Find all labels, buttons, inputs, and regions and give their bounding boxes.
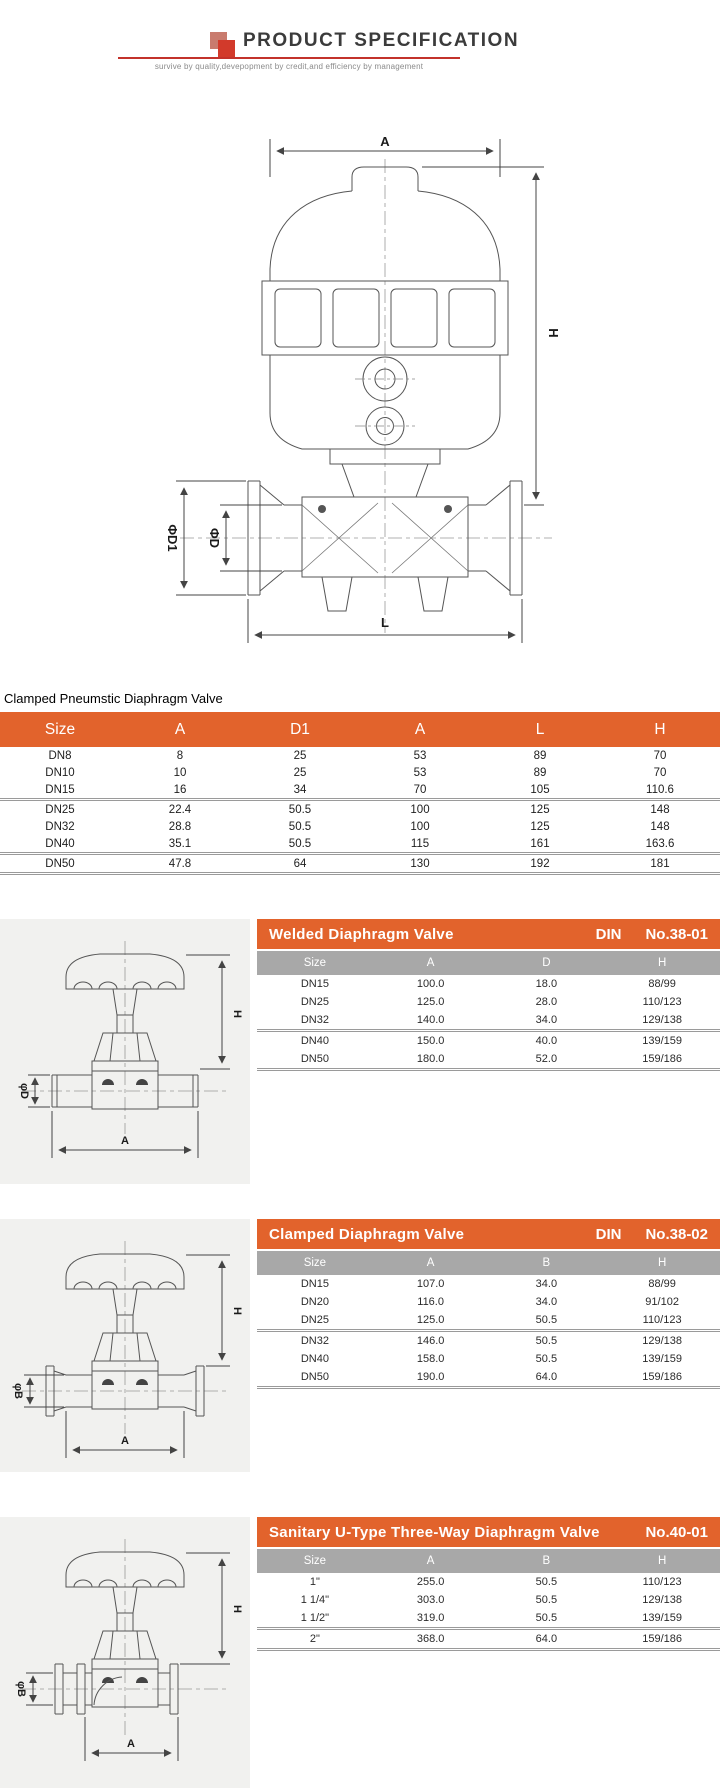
table-row bbox=[257, 1050, 720, 1070]
table-cell: 50.5 bbox=[535, 1576, 558, 1588]
table-cell: 150.0 bbox=[416, 1035, 445, 1047]
table-cell: DN50 bbox=[45, 857, 75, 870]
table-cell: 50.5 bbox=[288, 803, 312, 816]
dimension-lines bbox=[165, 134, 561, 643]
section-number: No.38-02 bbox=[645, 1225, 708, 1243]
table-cell: 139/159 bbox=[642, 1035, 682, 1047]
section-title-bar bbox=[257, 1517, 720, 1547]
table-cell: DN15 bbox=[300, 1278, 329, 1290]
table-cell: 50.5 bbox=[535, 1335, 558, 1347]
dim-label-d: ΦD bbox=[207, 527, 222, 549]
section-clamped-diaphragm-valve bbox=[0, 1219, 720, 1472]
column-header: D bbox=[489, 951, 605, 975]
table-cell: 163.6 bbox=[645, 837, 675, 850]
table-cell: 50.5 bbox=[288, 820, 312, 833]
table-row bbox=[257, 1311, 720, 1331]
clamped-valve-drawing bbox=[0, 1219, 250, 1472]
table-row bbox=[257, 1629, 720, 1650]
table-cell: DN25 bbox=[300, 1314, 329, 1326]
table-cell: 64 bbox=[293, 857, 307, 870]
table-cell: 25 bbox=[293, 749, 307, 762]
table-cell: DN32 bbox=[300, 1014, 329, 1026]
main-table-caption: Clamped Pneumstic Diaphragm Valve bbox=[4, 691, 223, 706]
utype-valve-drawing bbox=[0, 1517, 250, 1788]
column-header: A bbox=[360, 712, 480, 747]
table-row bbox=[257, 1573, 720, 1591]
table-cell: 110/123 bbox=[642, 1576, 682, 1588]
section-standard: DIN bbox=[595, 1225, 622, 1243]
table-row bbox=[0, 781, 720, 800]
table-row bbox=[257, 1368, 720, 1388]
table-cell: DN8 bbox=[48, 749, 72, 762]
welded-valve-drawing bbox=[0, 919, 250, 1184]
table-cell: 50.5 bbox=[535, 1353, 558, 1365]
table-cell: 146.0 bbox=[416, 1335, 445, 1347]
table-cell: 148 bbox=[650, 820, 670, 833]
table-cell: 1 1/4" bbox=[300, 1594, 330, 1606]
table-row bbox=[257, 1331, 720, 1351]
section-number: No.40-01 bbox=[645, 1523, 708, 1541]
table-cell: 125 bbox=[530, 803, 550, 816]
section-title-bar bbox=[257, 1219, 720, 1249]
dim-label-height: H bbox=[231, 1605, 243, 1613]
table-cell: 22.4 bbox=[168, 803, 192, 816]
table-cell: 53 bbox=[413, 749, 427, 762]
table-row bbox=[0, 818, 720, 835]
table-cell: 25 bbox=[293, 766, 307, 779]
table-cell: 139/159 bbox=[642, 1353, 682, 1365]
dimension-lines bbox=[18, 955, 243, 1158]
table-row bbox=[257, 1031, 720, 1051]
dim-label-width: A bbox=[121, 1435, 129, 1447]
table-cell: 159/186 bbox=[642, 1371, 682, 1383]
section-welded-diaphragm-valve bbox=[0, 919, 720, 1184]
column-header: A bbox=[120, 712, 240, 747]
table-cell: DN10 bbox=[45, 766, 75, 779]
table-cell: 40.0 bbox=[535, 1035, 558, 1047]
table-cell: 116.0 bbox=[417, 1296, 444, 1308]
table-cell: 319.0 bbox=[416, 1612, 445, 1624]
table-cell: 130 bbox=[410, 857, 430, 870]
table-header-row bbox=[257, 951, 720, 975]
column-header: Size bbox=[257, 1549, 373, 1573]
main-technical-drawing bbox=[0, 113, 720, 683]
table-cell: 100 bbox=[410, 803, 430, 816]
column-header: H bbox=[604, 1549, 720, 1573]
dim-label-diameter: φB bbox=[12, 1383, 24, 1399]
column-header: A bbox=[373, 951, 489, 975]
table-cell: 88/99 bbox=[648, 1278, 676, 1290]
table-cell: 64.0 bbox=[535, 1371, 558, 1383]
table-cell: 303.0 bbox=[416, 1594, 445, 1606]
table-row bbox=[257, 1293, 720, 1311]
section-number: No.38-01 bbox=[645, 925, 708, 943]
column-header: B bbox=[489, 1251, 605, 1275]
table-cell: 34.0 bbox=[535, 1296, 558, 1308]
utype-valve-dimension-table bbox=[257, 1549, 720, 1651]
header-divider bbox=[118, 57, 460, 59]
table-header-row bbox=[257, 1549, 720, 1573]
table-cell: 368.0 bbox=[416, 1633, 445, 1645]
column-header: H bbox=[604, 1251, 720, 1275]
table-row bbox=[257, 1350, 720, 1368]
welded-valve-dimension-table bbox=[257, 951, 720, 1071]
table-cell: 91/102 bbox=[645, 1296, 679, 1308]
table-cell: 125.0 bbox=[416, 996, 445, 1008]
table-cell: 159/186 bbox=[642, 1633, 682, 1645]
table-row bbox=[257, 1011, 720, 1031]
dim-label-diameter: φB bbox=[15, 1681, 27, 1697]
table-cell: 53 bbox=[413, 766, 427, 779]
table-cell: DN40 bbox=[300, 1035, 329, 1047]
dim-label-l: L bbox=[381, 615, 389, 630]
table-cell: 16 bbox=[173, 783, 187, 796]
section-utype-threeway-diaphragm-valve bbox=[0, 1517, 720, 1788]
table-cell: DN25 bbox=[45, 803, 75, 816]
table-row bbox=[257, 1591, 720, 1609]
section-title-bar bbox=[257, 919, 720, 949]
section-title: Clamped Diaphragm Valve bbox=[269, 1225, 465, 1243]
column-header: Size bbox=[257, 1251, 373, 1275]
table-cell: 70 bbox=[413, 783, 427, 796]
table-cell: 140.0 bbox=[416, 1014, 445, 1026]
table-row bbox=[0, 747, 720, 764]
table-cell: 88/99 bbox=[648, 978, 676, 990]
table-cell: DN15 bbox=[45, 783, 75, 796]
table-cell: 181 bbox=[650, 857, 670, 870]
dim-label-d1: ΦD1 bbox=[165, 524, 180, 552]
table-cell: 107.0 bbox=[416, 1278, 445, 1290]
table-cell: 100 bbox=[410, 820, 430, 833]
dimension-lines bbox=[12, 1255, 243, 1458]
table-cell: 139/159 bbox=[642, 1612, 682, 1624]
table-cell: DN50 bbox=[300, 1371, 329, 1383]
table-cell: 180.0 bbox=[416, 1053, 445, 1065]
table-cell: DN32 bbox=[300, 1335, 329, 1347]
table-cell: 100.0 bbox=[416, 978, 445, 990]
table-cell: 159/186 bbox=[642, 1053, 682, 1065]
table-cell: 34.0 bbox=[535, 1278, 558, 1290]
table-cell: 34.0 bbox=[535, 1014, 558, 1026]
table-cell: 50.5 bbox=[535, 1612, 558, 1624]
table-cell: 70 bbox=[653, 766, 667, 779]
section-title: Sanitary U-Type Three-Way Diaphragm Valve bbox=[269, 1523, 600, 1541]
table-cell: 192 bbox=[530, 857, 550, 870]
table-cell: 89 bbox=[533, 766, 547, 779]
table-cell: 129/138 bbox=[642, 1335, 682, 1347]
table-cell: 1" bbox=[309, 1576, 320, 1588]
table-cell: 110.6 bbox=[646, 783, 674, 796]
section-title: Welded Diaphragm Valve bbox=[269, 925, 454, 943]
column-header: A bbox=[373, 1549, 489, 1573]
table-cell: 255.0 bbox=[416, 1576, 445, 1588]
table-cell: 105 bbox=[530, 783, 550, 796]
table-row bbox=[0, 854, 720, 874]
dim-label-height: H bbox=[231, 1010, 243, 1018]
table-row bbox=[0, 800, 720, 819]
table-cell: 35.1 bbox=[168, 837, 192, 850]
table-row bbox=[257, 975, 720, 993]
table-cell: 28.8 bbox=[168, 820, 192, 833]
table-cell: 158.0 bbox=[416, 1353, 445, 1365]
column-header: B bbox=[489, 1549, 605, 1573]
section-standard: DIN bbox=[595, 925, 622, 943]
table-row bbox=[257, 1609, 720, 1629]
table-cell: 70 bbox=[653, 749, 667, 762]
table-cell: DN20 bbox=[300, 1296, 329, 1308]
table-row bbox=[257, 1275, 720, 1293]
table-cell: DN40 bbox=[300, 1353, 329, 1365]
table-cell: 8 bbox=[176, 749, 184, 762]
table-cell: 50.5 bbox=[288, 837, 312, 850]
dim-label-height: H bbox=[231, 1307, 243, 1315]
table-cell: 110/123 bbox=[642, 1314, 682, 1326]
table-cell: 161 bbox=[530, 837, 550, 850]
clamped-valve-dimension-table bbox=[257, 1251, 720, 1389]
logo-front-square-icon bbox=[218, 40, 235, 57]
table-cell: 125 bbox=[530, 820, 550, 833]
table-cell: 50.5 bbox=[535, 1594, 558, 1606]
table-cell: 28.0 bbox=[535, 996, 558, 1008]
dimension-lines bbox=[15, 1553, 243, 1761]
table-header-row bbox=[0, 712, 720, 747]
column-header: Size bbox=[257, 951, 373, 975]
dim-label-diameter: φD bbox=[18, 1083, 30, 1099]
dim-label-width: A bbox=[127, 1738, 135, 1750]
column-header: H bbox=[604, 951, 720, 975]
table-cell: 47.8 bbox=[168, 857, 192, 870]
table-row bbox=[0, 764, 720, 781]
table-header-row bbox=[257, 1251, 720, 1275]
table-cell: 64.0 bbox=[535, 1633, 558, 1645]
column-header: A bbox=[373, 1251, 489, 1275]
table-cell: 148 bbox=[650, 803, 670, 816]
table-cell: DN40 bbox=[45, 837, 75, 850]
dim-label-width: A bbox=[121, 1135, 129, 1147]
dim-label-a-top: A bbox=[380, 134, 390, 149]
pneumatic-valve-dimension-table bbox=[0, 712, 720, 875]
dim-label-h: H bbox=[546, 328, 561, 338]
page-title: PRODUCT SPECIFICATION bbox=[243, 30, 520, 51]
table-cell: 10 bbox=[173, 766, 187, 779]
table-cell: 18.0 bbox=[535, 978, 558, 990]
header-tagline: survive by quality,devepopment by credit,and efficiency by management bbox=[154, 62, 424, 71]
handwheel-valve-outline bbox=[55, 1552, 184, 1714]
table-cell: 125.0 bbox=[416, 1314, 445, 1326]
table-cell: 2" bbox=[309, 1633, 320, 1645]
table-cell: DN32 bbox=[45, 820, 75, 833]
table-cell: DN50 bbox=[300, 1053, 329, 1065]
table-cell: 52.0 bbox=[535, 1053, 558, 1065]
column-header: H bbox=[600, 712, 720, 747]
table-cell: 190.0 bbox=[416, 1371, 445, 1383]
page-header bbox=[0, 0, 720, 78]
table-cell: 110/123 bbox=[642, 996, 682, 1008]
column-header: D1 bbox=[240, 712, 360, 747]
table-cell: 115 bbox=[410, 837, 430, 850]
table-cell: DN25 bbox=[300, 996, 329, 1008]
table-cell: DN15 bbox=[300, 978, 329, 990]
table-row bbox=[0, 835, 720, 854]
table-cell: 129/138 bbox=[642, 1014, 682, 1026]
table-cell: 1 1/2" bbox=[300, 1612, 330, 1624]
table-cell: 129/138 bbox=[642, 1594, 682, 1606]
table-cell: 50.5 bbox=[535, 1314, 558, 1326]
table-row bbox=[257, 993, 720, 1011]
column-header: L bbox=[480, 712, 600, 747]
table-cell: 89 bbox=[533, 749, 547, 762]
column-header: Size bbox=[0, 712, 120, 747]
table-cell: 34 bbox=[293, 783, 307, 796]
